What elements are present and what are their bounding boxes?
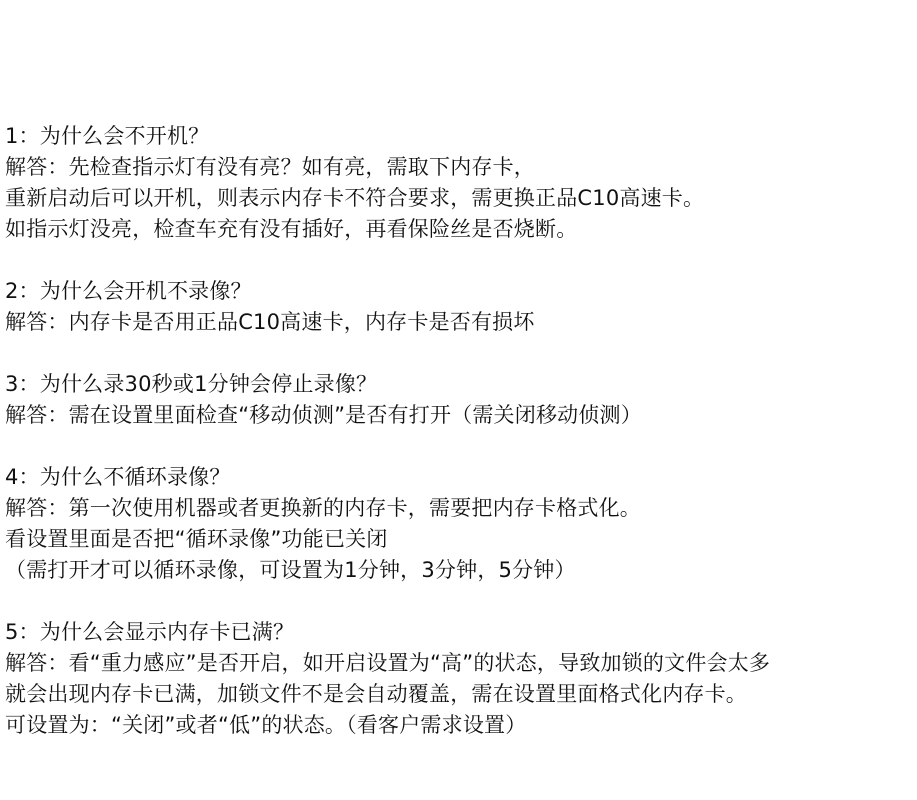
answer-2-line-1: 解答：内存卡是否用正品C10高速卡，内存卡是否有损坏 (5, 310, 535, 334)
question-3: 3：为什么录30秒或1分钟会停止录像？ (5, 372, 378, 396)
faq-item-5 (5, 617, 917, 741)
answer-1-line-1: 解答：先检查指示灯有没有亮？如有亮，需取下内存卡， (5, 155, 535, 179)
answer-4-line-3: （需打开才可以循环录像，可设置为1分钟，3分钟，5分钟） (5, 558, 576, 582)
faq-item-2 (5, 276, 917, 338)
answer-1-line-3: 如指示灯没亮，检查车充有没有插好，再看保险丝是否烧断。 (5, 217, 578, 241)
answer-4-line-2: 看设置里面是否把“循环录像”功能已关闭 (5, 527, 388, 551)
answer-5-line-1: 解答：看“重力感应”是否开启，如开启设置为“高”的状态，导致加锁的文件会太多 (5, 651, 771, 675)
faq-item-1 (5, 121, 917, 245)
faq-item-3 (5, 369, 917, 431)
faq-item-4 (5, 462, 917, 586)
answer-5-line-2: 就会出现内存卡已满，加锁文件不是会自动覆盖，需在设置里面格式化内存卡。 (5, 682, 747, 706)
question-5: 5：为什么会显示内存卡已满？ (5, 620, 295, 644)
answer-1-line-2: 重新启动后可以开机，则表示内存卡不符合要求，需更换正品C10高速卡。 (5, 186, 705, 210)
answer-5-line-3: 可设置为：“关闭”或者“低”的状态。（看客户需求设置） (5, 713, 527, 737)
question-1: 1：为什么会不开机？ (5, 124, 210, 148)
answer-4-line-1: 解答：第一次使用机器或者更换新的内存卡，需要把内存卡格式化。 (5, 496, 641, 520)
answer-3-line-1: 解答：需在设置里面检查“移动侦测”是否有打开（需关闭移动侦测） (5, 403, 642, 427)
question-4: 4：为什么不循环录像？ (5, 465, 231, 489)
question-2: 2：为什么会开机不录像？ (5, 279, 252, 303)
faq-document (5, 121, 917, 741)
